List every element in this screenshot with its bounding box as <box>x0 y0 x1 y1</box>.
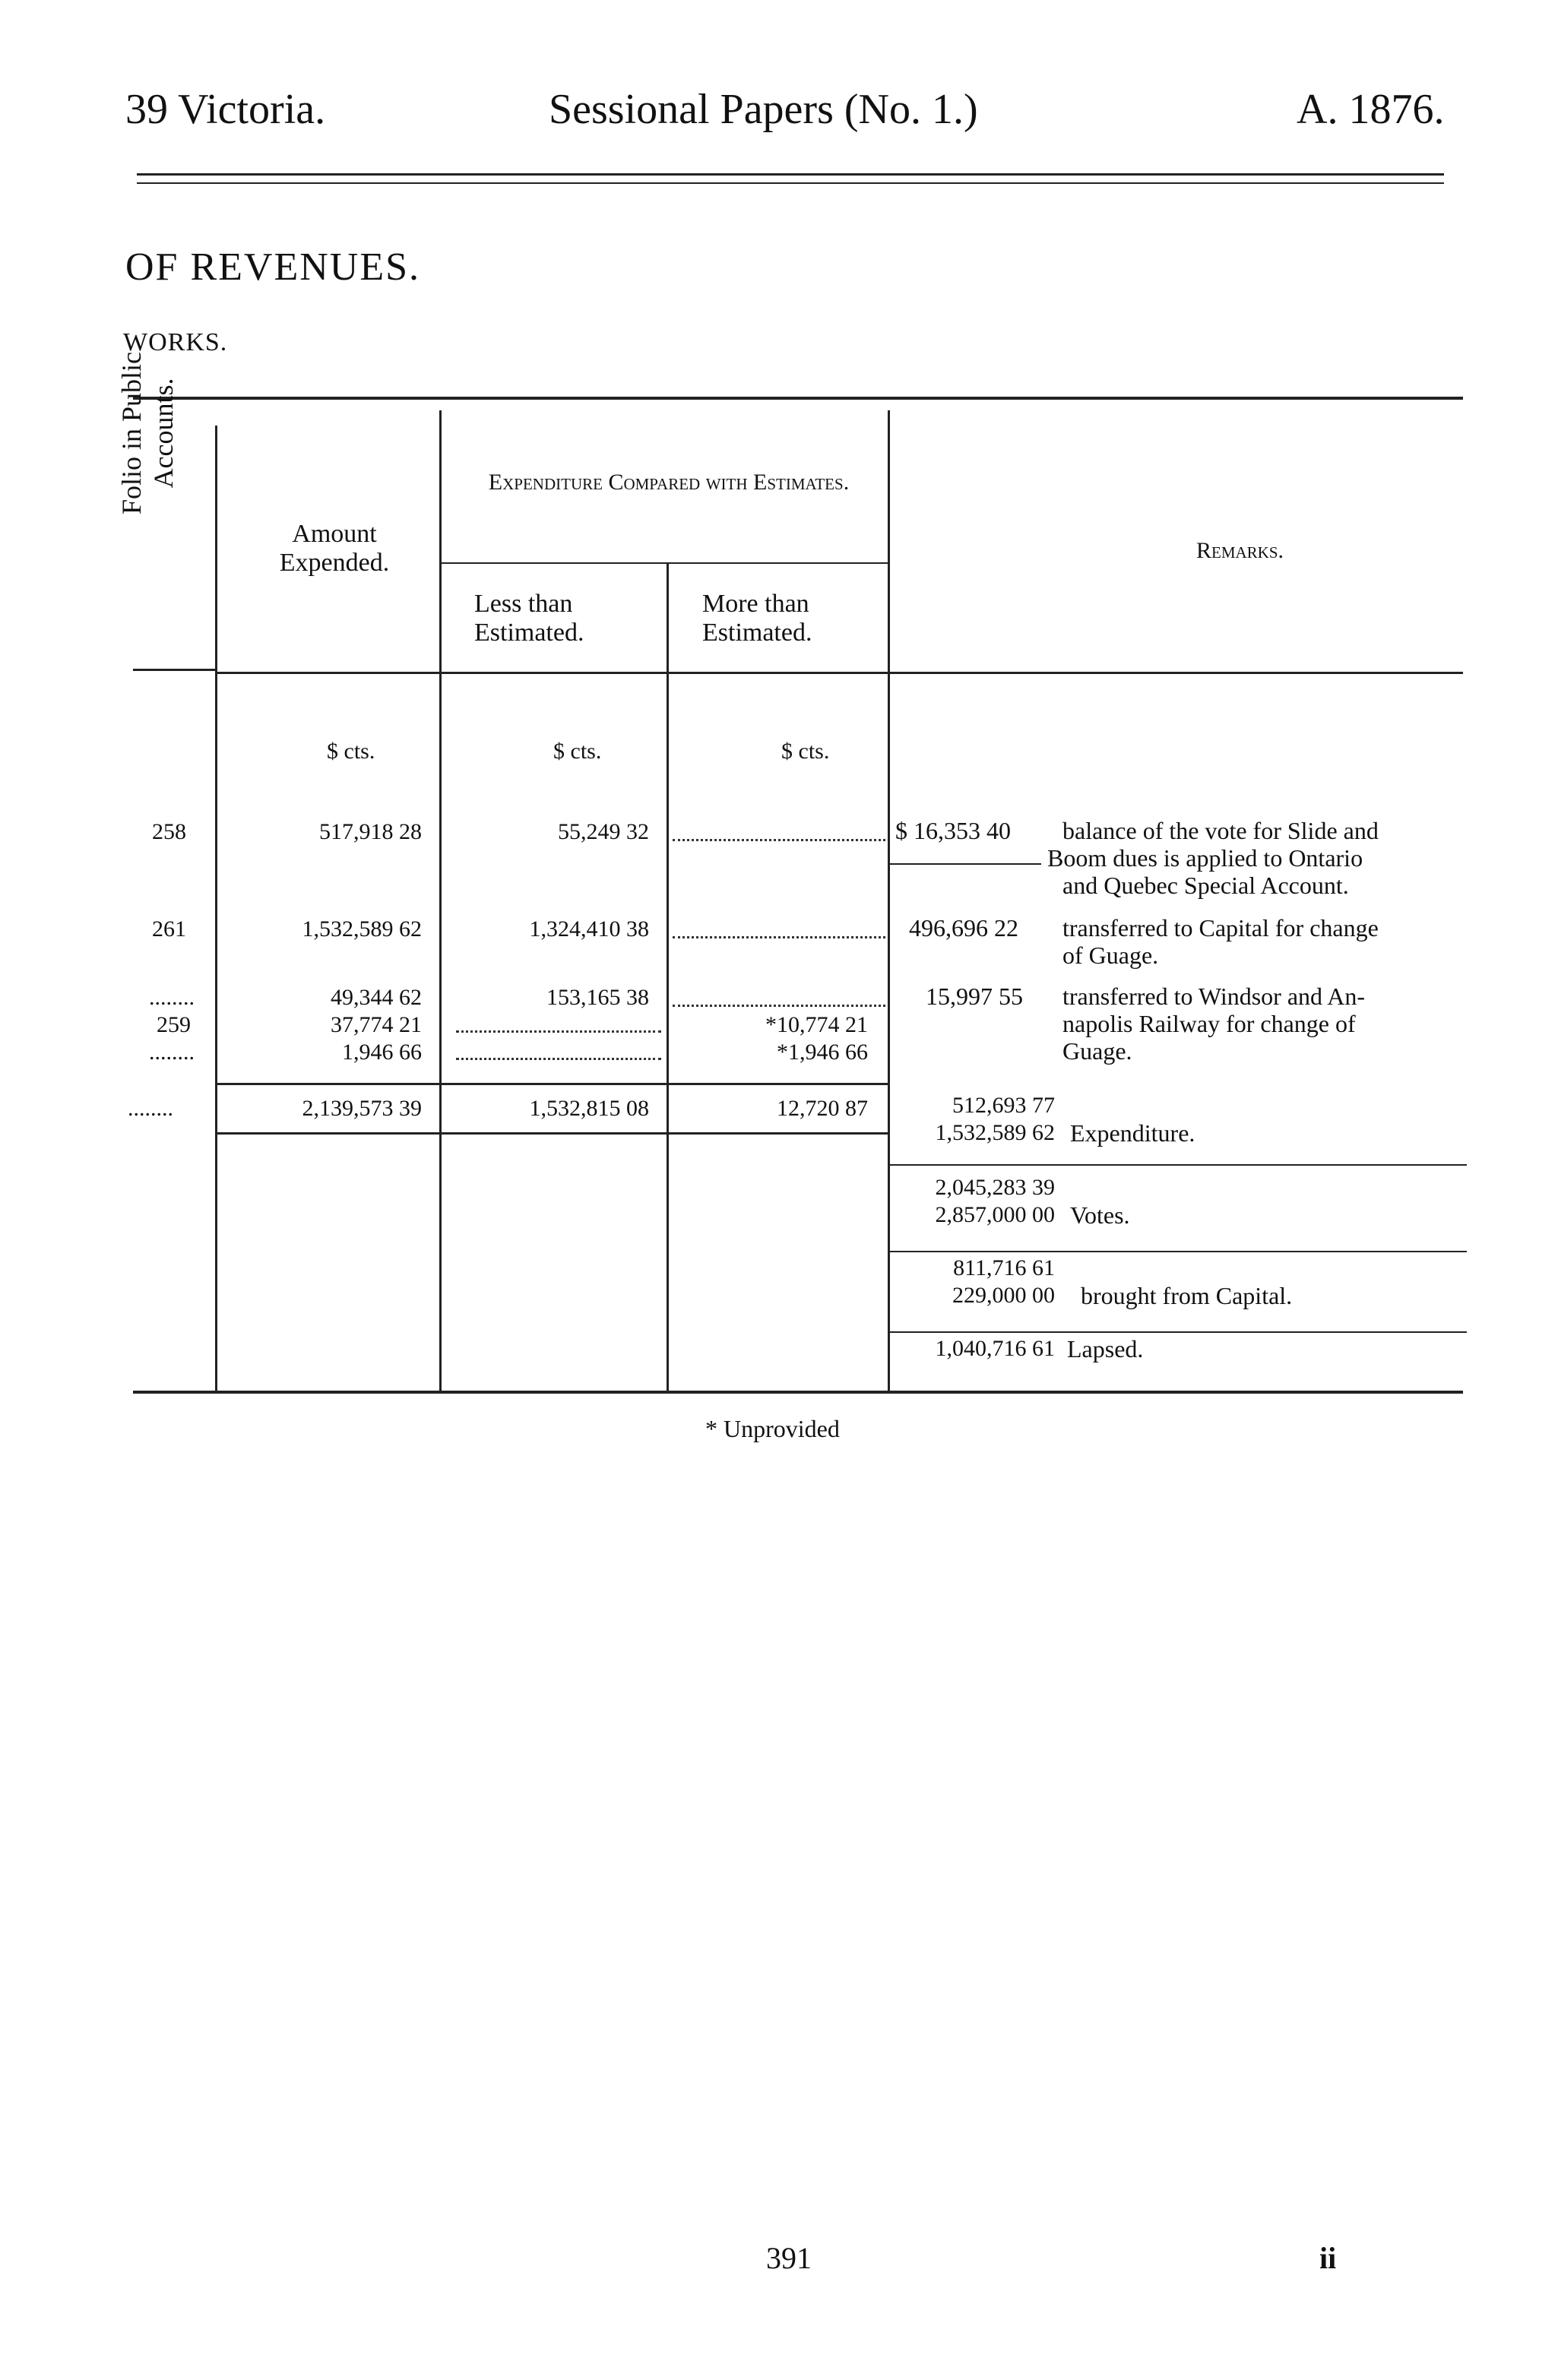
footnote: * Unprovided <box>705 1415 840 1442</box>
col-header-less: Less than Estimated. <box>474 590 584 647</box>
table-row-folio: 261 <box>152 916 186 942</box>
remark-rule-1 <box>889 863 1041 865</box>
col-header-amount: Amount Expended. <box>279 520 390 577</box>
header-rule-top <box>137 173 1444 176</box>
summary-label: brought from Capital. <box>1081 1282 1293 1309</box>
table-row-less: 153,165 38 <box>546 985 649 1010</box>
table-row-amount: 1,946 66 <box>342 1040 422 1065</box>
remark-text: Guage. <box>1062 1037 1132 1065</box>
unit-more: $ cts. <box>781 739 830 764</box>
page-subtitle: WORKS. <box>123 328 228 356</box>
unit-less: $ cts. <box>553 739 602 764</box>
table-row-folio: 259 <box>157 1012 191 1037</box>
col-rule-1 <box>215 426 217 1391</box>
summary-rule-1 <box>889 1164 1467 1166</box>
total-more: 12,720 87 <box>777 1096 868 1121</box>
total-folio: ........ <box>128 1096 173 1121</box>
total-amount: 2,139,573 39 <box>302 1096 422 1121</box>
header-rule-folio <box>133 669 217 671</box>
summary-value: 1,040,716 61 <box>935 1336 1055 1361</box>
table-row-more-dots <box>673 936 885 938</box>
page-number: 391 <box>766 2241 812 2275</box>
total-rule-top <box>217 1083 889 1085</box>
table-row-more-dots <box>673 839 885 841</box>
table-row-folio: ........ <box>149 985 195 1010</box>
header-year: A. 1876. <box>1297 86 1445 133</box>
table-row-amount: 49,344 62 <box>331 985 422 1010</box>
table-row-less-dots <box>456 1030 661 1033</box>
remark-text: and Quebec Special Account. <box>1062 872 1349 899</box>
col-header-more: More than Estimated. <box>702 590 812 647</box>
table-top-rule <box>133 397 1463 400</box>
total-less: 1,532,815 08 <box>529 1096 649 1121</box>
table-bottom-rule <box>133 1391 1463 1394</box>
table-row-more: *10,774 21 <box>765 1012 868 1037</box>
table-row-folio: 258 <box>152 819 186 844</box>
summary-label: Votes. <box>1070 1201 1130 1229</box>
table-row-less-dots <box>456 1058 661 1060</box>
remark-text: Boom dues is applied to Ontario <box>1047 844 1363 872</box>
table-row-less: 55,249 32 <box>558 819 649 844</box>
table-row-less: 1,324,410 38 <box>529 916 649 942</box>
col-header-folio: Folio in Public Accounts. <box>116 351 179 515</box>
unit-amount: $ cts. <box>327 739 375 764</box>
summary-value: 512,693 77 <box>952 1093 1055 1118</box>
remark-text: transferred to Windsor and An- <box>1062 983 1366 1010</box>
remark-text: of Guage. <box>1062 942 1159 969</box>
col-header-remarks: Remarks. <box>1196 538 1284 563</box>
summary-value: 2,857,000 00 <box>935 1202 1055 1227</box>
remark-text: balance of the vote for Slide and <box>1062 817 1379 844</box>
col-rule-3 <box>667 564 669 1391</box>
page-title: OF REVENUES. <box>125 245 421 289</box>
summary-value: 2,045,283 39 <box>935 1175 1055 1200</box>
table-row-amount: 517,918 28 <box>319 819 422 844</box>
signature-mark: ii <box>1319 2241 1337 2275</box>
col-rule-4 <box>888 410 890 1391</box>
table-row-amount: 1,532,589 62 <box>302 916 422 942</box>
remark-text: napolis Railway for change of <box>1062 1010 1356 1037</box>
remark-text: transferred to Capital for change <box>1062 914 1379 942</box>
summary-value: 229,000 00 <box>952 1283 1055 1308</box>
summary-value: 1,532,589 62 <box>935 1120 1055 1145</box>
header-bottom-rule <box>217 672 1463 674</box>
table-row-more: *1,946 66 <box>777 1040 868 1065</box>
remark-amount: 496,696 22 <box>909 914 1018 942</box>
remark-amount: 15,997 55 <box>926 983 1023 1010</box>
table-row-more-dots <box>673 1005 885 1007</box>
header-rule-bottom <box>137 182 1444 184</box>
remark-amount: $ 16,353 40 <box>895 817 1011 844</box>
total-rule-bottom <box>217 1132 889 1135</box>
summary-rule-3 <box>889 1331 1467 1333</box>
col-header-compared: Expenditure Compared with Estimates. <box>488 470 850 495</box>
summary-label: Lapsed. <box>1067 1335 1144 1362</box>
table-row-amount: 37,774 21 <box>331 1012 422 1037</box>
summary-rule-2 <box>889 1251 1467 1252</box>
col-rule-2 <box>439 410 442 1391</box>
compared-divider <box>441 562 889 564</box>
header-volume: 39 Victoria. <box>125 86 326 133</box>
summary-value: 811,716 61 <box>953 1255 1055 1280</box>
table-row-folio: ........ <box>149 1040 195 1065</box>
header-series: Sessional Papers (No. 1.) <box>549 86 978 133</box>
summary-label: Expenditure. <box>1070 1119 1195 1147</box>
